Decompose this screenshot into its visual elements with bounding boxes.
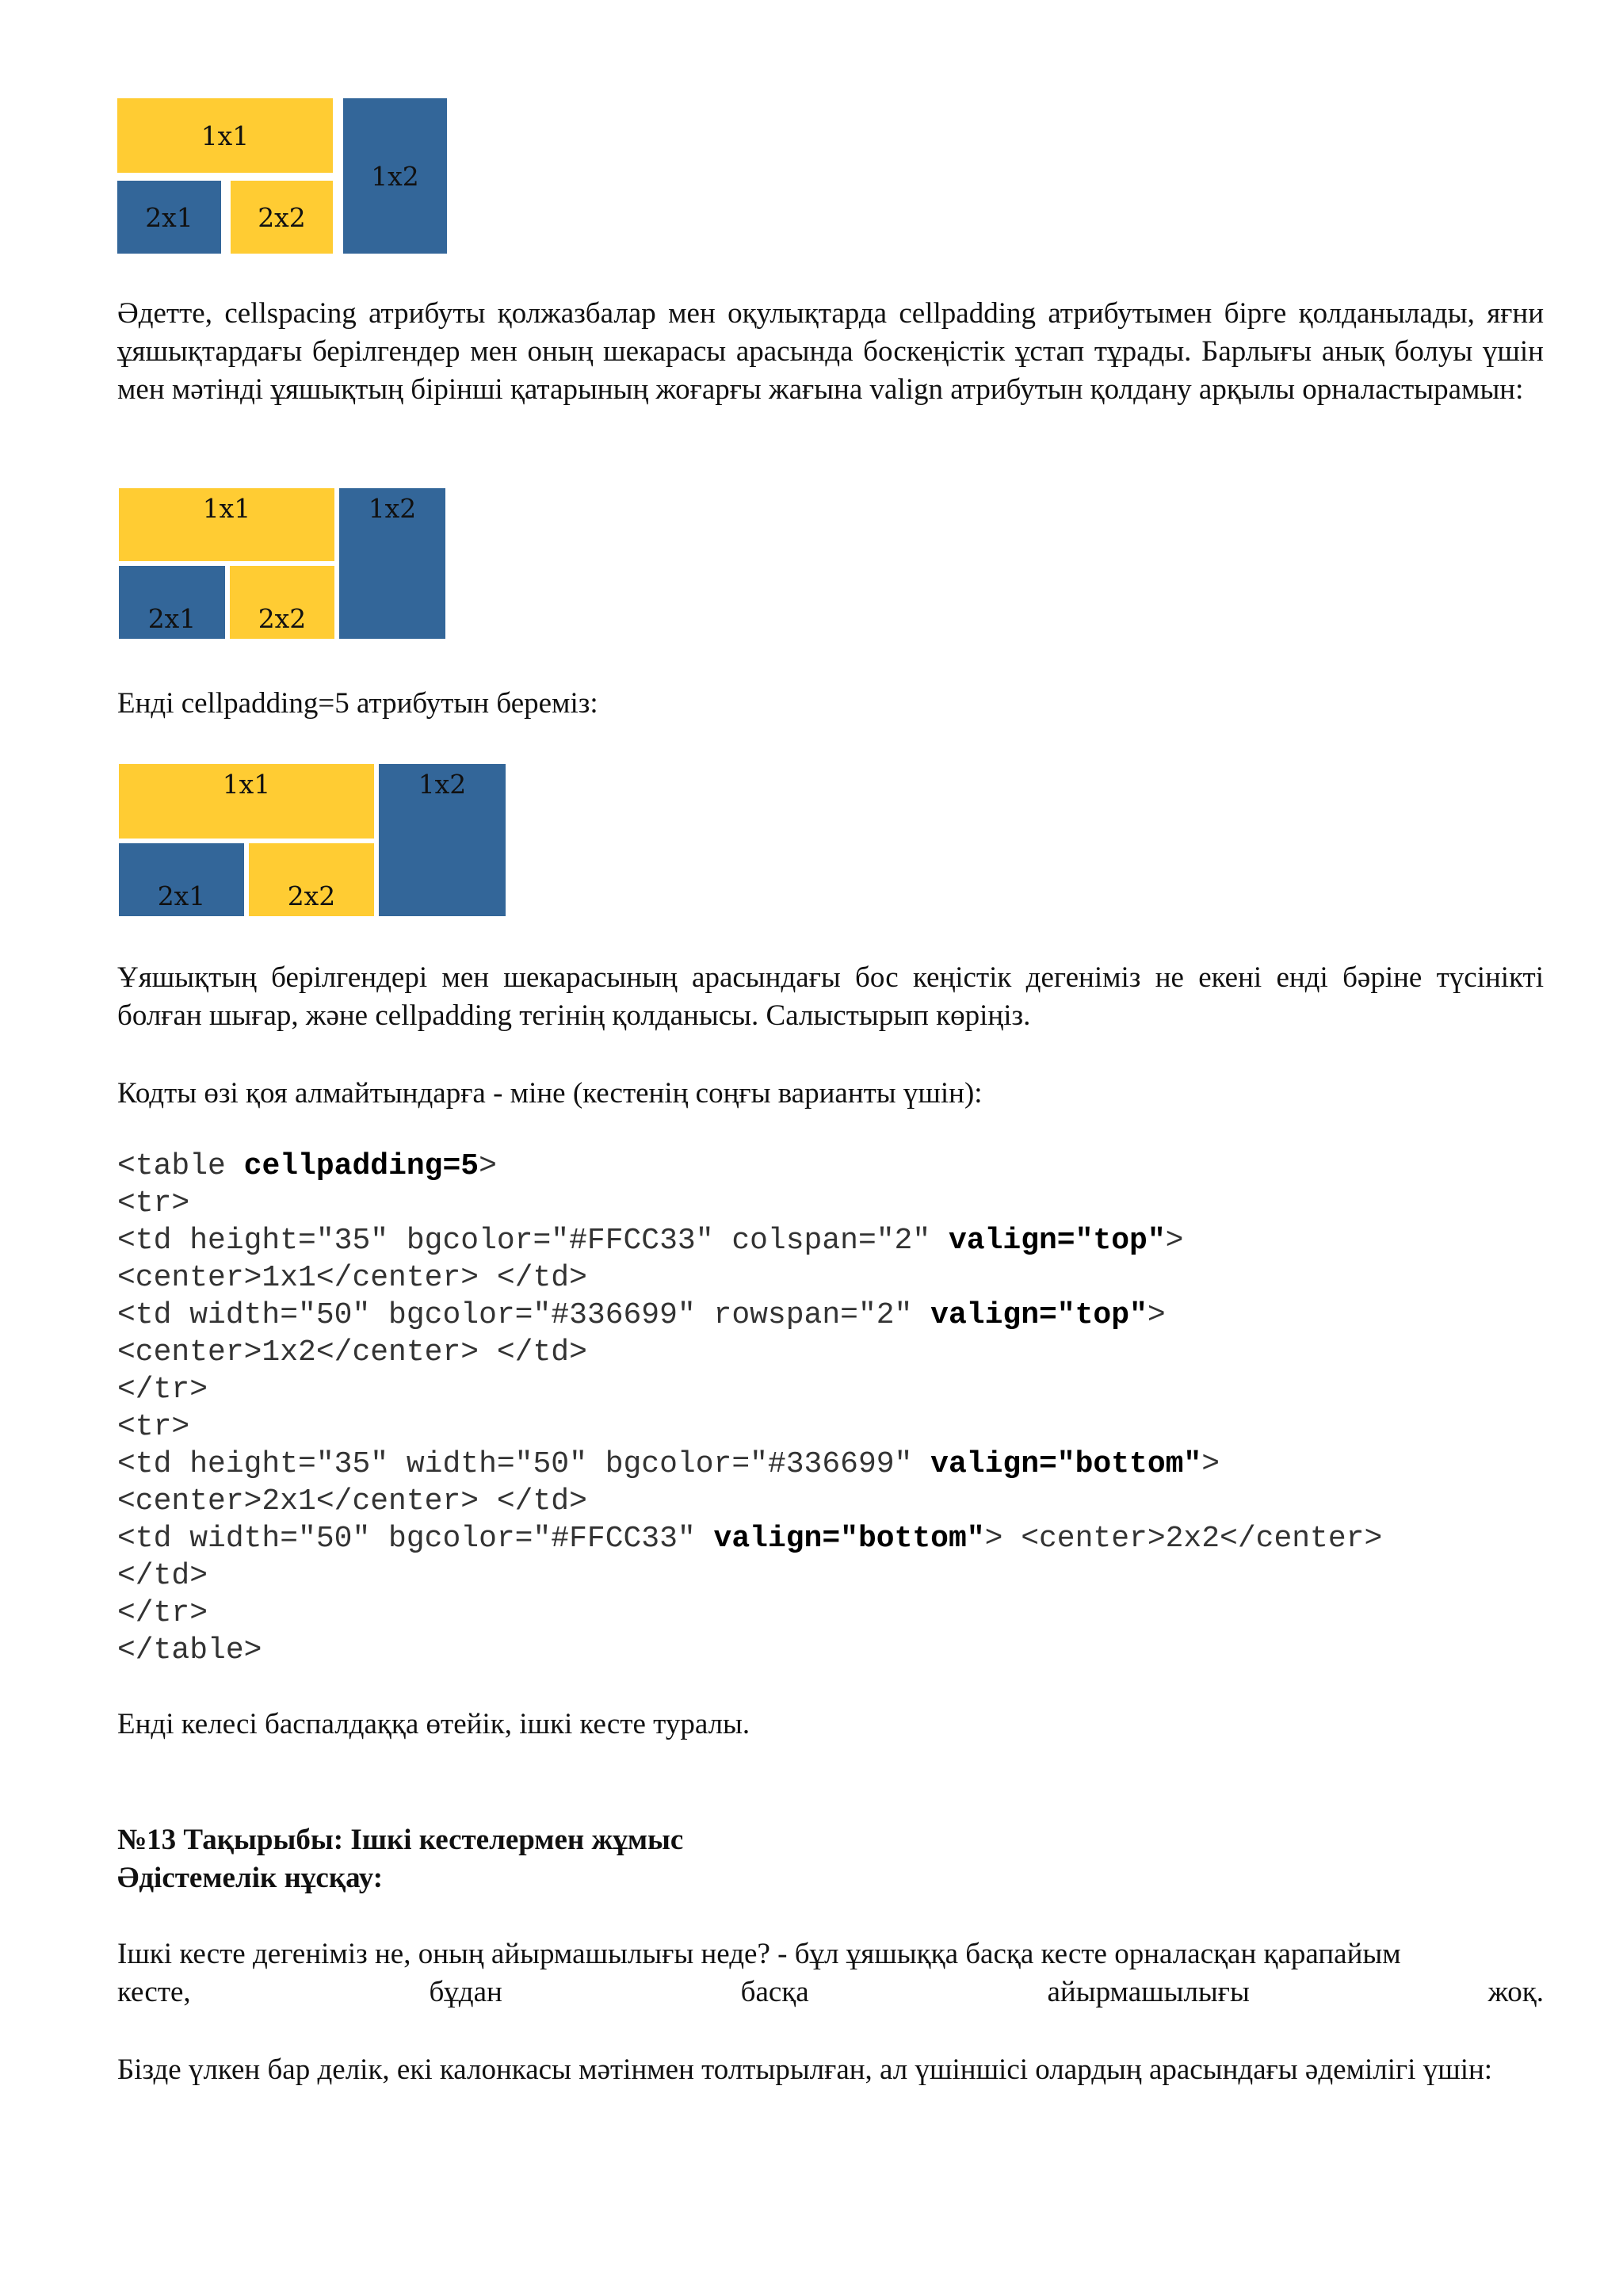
cell-1x1 (117, 98, 333, 173)
cell-2x1 (119, 843, 244, 916)
paragraph-3: Ұяшықтың берілгендері мен шекарасының арасындағы бос кеңістік дегеніміз не екені енді бәріне түсінікті болған шығар, және cellpadding тегінің қолданысы. Салыстырып көріңіз. (117, 961, 1544, 1032)
cell-2x2 (249, 843, 374, 916)
cell-label: 1x1 (222, 769, 271, 800)
paragraph-1: Әдетте, cellspacing атрибуты қолжазбалар мен оқулықтарда cellpadding атрибутымен бірге қолданылады, яғни ұяшықтардағы берілгендер мен оның шекарасы арасында боскеңістік ұстап тұрады. Барлығы анық болуы үшін мен мәтінді ұяшықтың бірінші қатарының жоғарғы жағына valign атрибутын қолдану арқылы орналастырамын: (117, 297, 1544, 406)
cell-label: 1x2 (418, 769, 467, 800)
paragraph-2: Енді cellpadding=5 атрибутын береміз: (117, 687, 598, 720)
cell-2x2 (230, 566, 334, 639)
cell-label: 1x1 (200, 120, 250, 151)
cell-label: 2x2 (258, 603, 307, 634)
paragraph-6-line-1: Ішкі кесте дегеніміз не, оның айырмашылығы неде? - бұл ұяшыққа басқа кесте орналасқан қарапайым (117, 1938, 1401, 1970)
paragraph-7: Бізде үлкен бар делік, екі калонкасы мәтінмен толтырылған, ал үшіншісі олардың арасындағы әдемілігі үшін: (117, 2053, 1493, 2086)
code-block: <table cellpadding=5> <tr> <td height="35" bgcolor="#FFCC33" colspan="2" valign="top"> <center>1x1</center> </td> <td width="50" bgcolor="#336699" rowspan="2" valign="top"> <center>1x2</center> </td> </tr> <tr> <td height="35" width="50" bgcolor="#336699" valign="bottom"> <center>2x1</center> </td> <td width="50" bgcolor="#FFCC33" valign="bottom"> <center>2x2</center> </td> </tr> </table> (117, 1149, 1383, 1668)
table-figure-2 (119, 488, 445, 639)
cell-2x1 (119, 566, 225, 639)
cell-1x1 (119, 488, 334, 561)
paragraph-4: Кодты өзі қоя алмайтындарға - міне (кестенің соңғы варианты үшін): (117, 1077, 983, 1110)
cell-label: 2x2 (287, 881, 336, 911)
table-figure-1 (117, 98, 447, 254)
cell-1x2 (343, 98, 447, 254)
paragraph-6-line-2: кесте, бұдан басқа айырмашылығы жоқ. (117, 1976, 1544, 2008)
cell-label: 2x1 (157, 881, 206, 911)
paragraph-5: Енді келесі баспалдаққа өтейік, ішкі кесте туралы. (117, 1708, 750, 1740)
cell-label: 1x2 (368, 493, 417, 524)
cell-2x2 (231, 181, 333, 254)
section-subheading: Әдістемелік нұсқау: (117, 1862, 384, 1894)
cell-2x1 (117, 181, 221, 254)
table-figure-3 (119, 764, 506, 916)
section-heading: №13 Тақырыбы: Ішкі кестелермен жұмыс (117, 1824, 684, 1856)
cell-label: 1x2 (371, 160, 419, 192)
cell-label: 2x1 (147, 603, 197, 634)
cell-label: 1x1 (202, 493, 251, 524)
cell-1x2 (339, 488, 445, 639)
cell-label: 2x2 (258, 201, 306, 233)
cell-label: 2x1 (145, 201, 193, 233)
cell-1x2 (379, 764, 506, 916)
cell-1x1 (119, 764, 374, 839)
